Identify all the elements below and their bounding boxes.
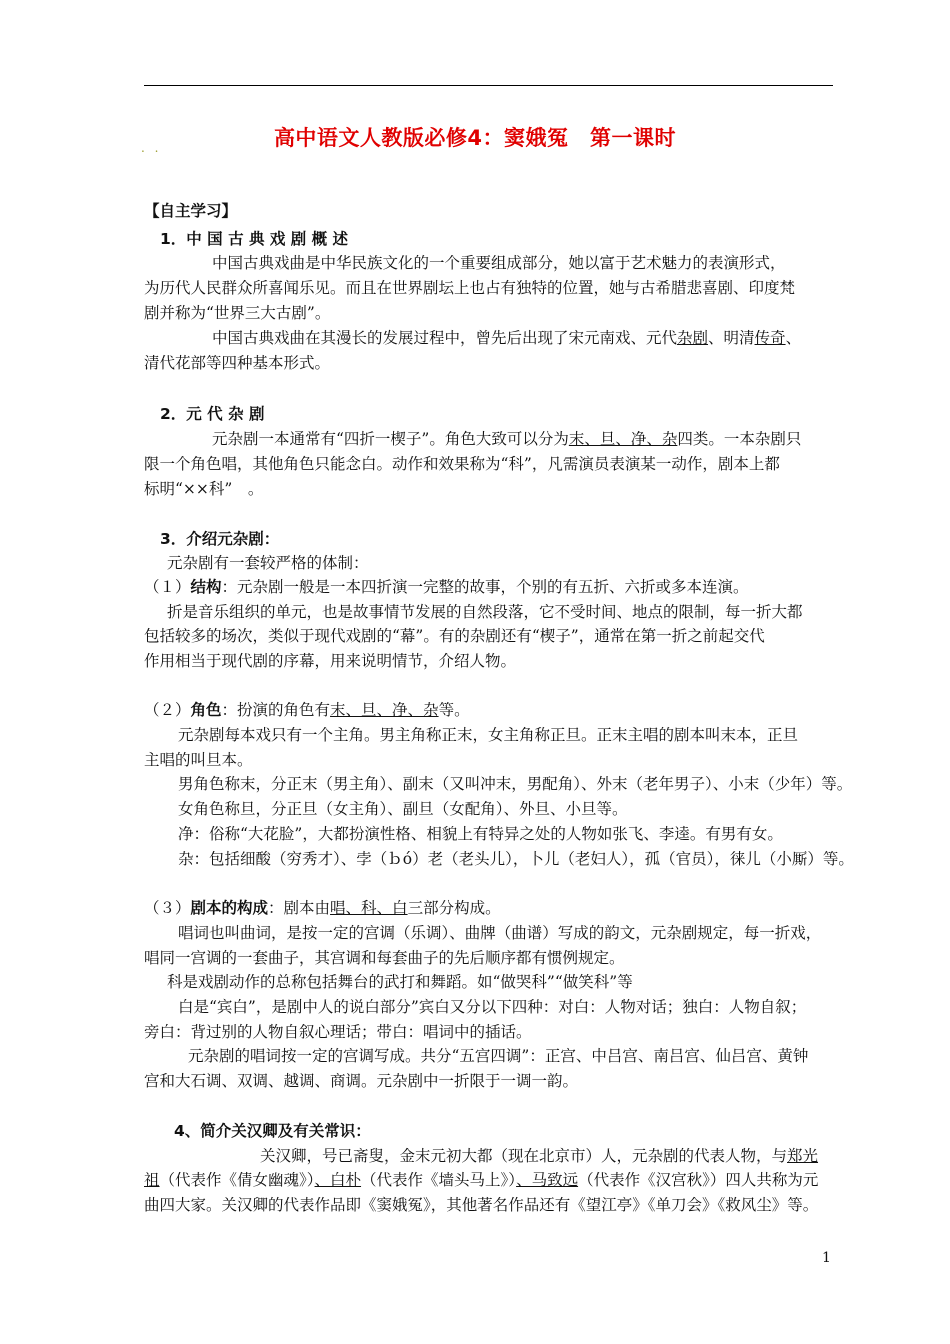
s3-item3-p-line2: 唱同一宫调的一套曲子，其宫调和每套曲子的先后顺序都有惯例规定。 [144,949,625,967]
s2-line1-text-b: 四类。一本杂剧只 [677,430,802,448]
s3-item3-label: 剧本的构成 [190,899,269,917]
s1-p1-line3: 剧并称为“世界三大古剧”。 [144,304,331,322]
s3-item3-number: （３） [144,899,191,917]
s3-item1 [144,576,749,598]
s3-heading: 3．介绍元杂剧： [160,530,280,548]
s2-line1 [212,428,801,450]
s3-item1-text: ：元杂剧一般是一本四折演一完整的故事，个别的有五折、六折或多本连演。 [221,578,749,596]
s3-item2-underlined: 末、旦、净、杂 [330,701,439,719]
role-female: 女角色称旦，分正旦（女主角）、副旦（女配角）、外旦、小旦等。 [178,800,628,818]
s3-item2 [144,699,470,721]
s3-item1-label: 结构 [190,578,222,596]
role-jing: 净：俗称“大花脸”，大都扮演性格、相貌上有特异之处的人物如张飞、李逵。有男有女。 [178,825,783,843]
s2-roles-underlined: 末、旦、净、杂 [568,430,678,448]
zheng-guangzu-part1: 郑光 [787,1147,819,1165]
s1-p2-text-c: 、 [785,329,802,347]
s1-p2-line2: 清代花部等四种基本形式。 [144,354,331,372]
s2-line3: 标明“××科” 。 [144,480,264,498]
s3-item1-p-line1: 折是音乐组织的单元，也是故事情节发展的自然段落，它不受时间、地点的限制，每一折大都 [167,603,803,621]
document-title: 高中语文人教版必修4：窦娥冤 第一课时 [273,126,677,150]
role-za: 杂：包括细酸（穷秀才）、孛（ｂó）老（老头儿），卜儿（老妇人），孤（官员），徕儿（小厮）等。 [178,850,854,868]
s3-item3-p-line7: 宫和大石调、双调、越调、商调。元杂剧中一折限于一调一韵。 [144,1072,579,1090]
s1-p2-line1 [212,327,801,349]
s1-heading: 1．中 国 古 典 戏 剧 概 述 [160,230,349,248]
s4-heading: 4、简介关汉卿及有关常识： [174,1122,371,1140]
s3-item1-p-line2: 包括较多的场次，类似于现代戏剧的“幕”。有的杂剧还有“楔子”，通常在第一折之前起交代 [144,627,765,645]
s1-p2-text-a: 中国古典戏曲在其漫长的发展过程中，曾先后出现了宋元南戏、元代 [212,329,678,347]
s4-line2 [144,1169,818,1191]
s4-line2-text-b: （代表作《墙头马上》） [361,1171,517,1189]
s3-item2-p-line1: 元杂剧每本戏只有一个主角。男主角称正末，女主角称正旦。正末主唱的剧本叫末本，正旦 [178,726,799,744]
s3-item2-text-b: 等。 [438,701,470,719]
s3-item3 [144,897,501,919]
s3-item3-p-line4: 白是“宾白”，是剧中人的说白部分”宾白又分以下四种：对白：人物对话；独白：人物自叙； [178,998,807,1016]
s4-line1 [260,1145,818,1167]
s3-item2-text-a: ：扮演的角色有 [221,701,331,719]
s3-item3-p-line5: 旁白：背过别的人物自叙心理话；带白：唱词中的插话。 [144,1023,532,1041]
s4-line2-text-c: （代表作《汉宫秋》）四人共称为元 [578,1171,819,1189]
zheng-guangzu-part2: 祖 [144,1171,160,1189]
section-label: 【自主学习】 [144,202,238,220]
s3-item3-p-line1: 唱词也叫曲词，是按一定的宫调（乐调）、曲牌（曲谱）写成的韵文，元杂剧规定，每一折戏， [178,924,822,942]
zaju-term: 杂剧 [677,329,709,347]
s1-p2-text-b: 、明清 [708,329,755,347]
s3-item3-underlined: 唱、科、白 [330,899,408,917]
margin-dots: . . [141,141,162,155]
page-number: 1 [822,1250,831,1266]
s4-line3: 曲四大家。关汉卿的代表作品即《窦娥冤》，其他著名作品还有《望江亭》《单刀会》《救风尘》等。 [144,1196,819,1214]
s3-item2-number: （２） [144,701,191,719]
s3-item2-label: 角色 [190,701,222,719]
s4-line1-text: 关汉卿，号已斋叟，金末元初大都（现在北京市）人，元杂剧的代表人物，与 [260,1147,788,1165]
s3-intro: 元杂剧有一套较严格的体制： [167,554,369,572]
ma-zhiyuan-name: 、马致远 [516,1171,579,1189]
s1-p1-line1: 中国古典戏曲是中华民族文化的一个重要组成部分，她以富于艺术魅力的表演形式， [212,254,786,272]
s2-line2: 限一个角色唱，其他角色只能念白。动作和效果称为“科”，凡需演员表演某一动作，剧本上都 [144,455,780,473]
s3-item2-p-line2: 主唱的叫旦本。 [144,751,253,769]
s3-item3-p-line6: 元杂剧的唱词按一定的宫调写成。共分“五宫四调”：正宫、中吕宫、南吕宫、仙吕宫、黄钟 [188,1047,809,1065]
bai-pu-name: 、白朴 [314,1171,362,1189]
chuanqi-term: 传奇 [754,329,786,347]
s3-item3-text-a: ：剧本由 [268,899,331,917]
role-male: 男角色称末，分正末（男主角）、副末（又叫冲末，男配角）、外末（老年男子）、小末（少年）等。 [178,775,853,793]
s4-line2-text-a: （代表作《倩女幽魂》） [159,1171,315,1189]
s3-item1-p-line3: 作用相当于现代剧的序幕，用来说明情节，介绍人物。 [144,652,517,670]
s3-item3-p-line3: 科是戏剧动作的总称包括舞台的武打和舞蹈。如“做哭科”“做笑科”等 [167,973,633,991]
s2-line1-text-a: 元杂剧一本通常有“四折一楔子”。角色大致可以分为 [212,430,569,448]
s2-heading: 2．元 代 杂 剧 [160,405,265,423]
header-rule [144,85,833,86]
s3-item3-text-b: 三部分构成。 [407,899,501,917]
s3-item1-number: （１） [144,578,191,596]
s1-p1-line2: 为历代人民群众所喜闻乐见。而且在世界剧坛上也占有独特的位置，她与古希腊悲喜剧、印度梵 [144,279,796,297]
